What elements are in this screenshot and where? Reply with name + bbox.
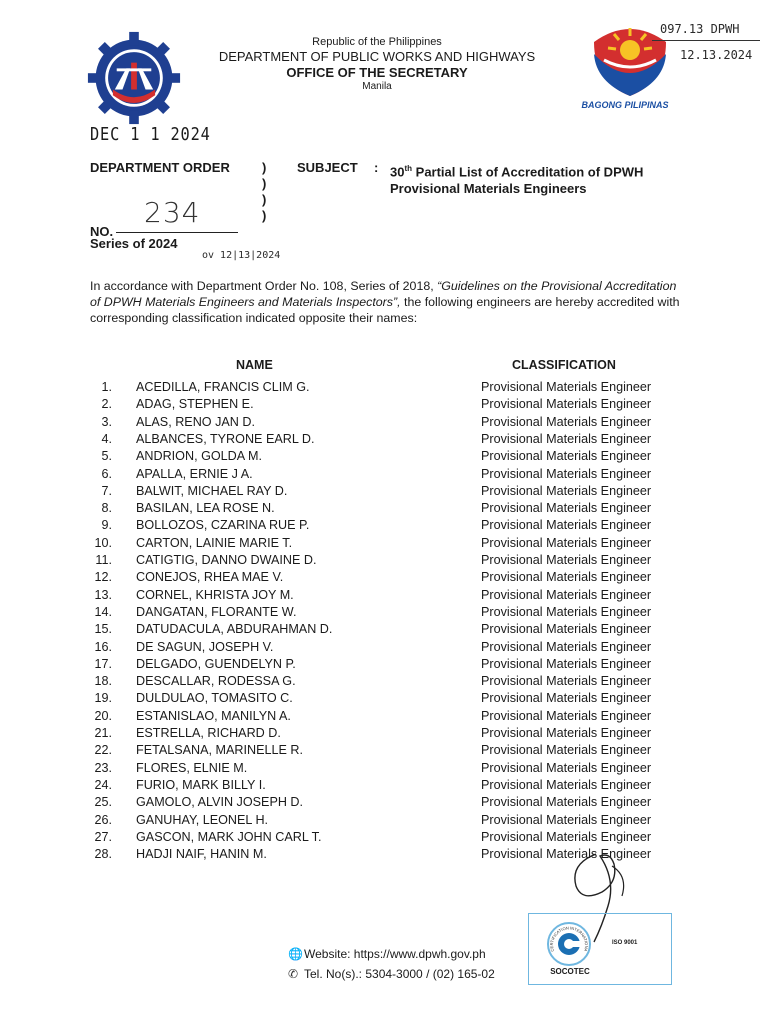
- city-name: Manila: [362, 81, 392, 92]
- classification: Provisional Materials Engineer: [481, 380, 652, 394]
- engineer-name: CATIGTIG, DANNO DWAINE D.: [136, 553, 317, 567]
- stamp-divider: [652, 40, 760, 41]
- table-row: [0, 449, 768, 466]
- engineer-name: ADAG, STEPHEN E.: [136, 397, 254, 412]
- column-header-name: NAME: [236, 358, 273, 372]
- engineer-name: FETALSANA, MARINELLE R.: [136, 743, 304, 758]
- subject-colon: :: [374, 160, 379, 175]
- table-row: [0, 691, 768, 708]
- engineer-name: FLORES, ELNIE M.: [136, 760, 248, 775]
- classification: Provisional Materials Engineer: [481, 587, 652, 602]
- classification: Provisional Materials Engineer: [481, 847, 652, 862]
- socotec-certification-mark: [546, 921, 592, 967]
- table-row: [0, 536, 768, 553]
- subject-sup: th: [404, 164, 413, 173]
- table-row: [0, 397, 768, 414]
- footer-website-line: [288, 944, 495, 964]
- row-number: 4.: [101, 431, 112, 446]
- row-number: 18.: [94, 674, 112, 689]
- classification: Provisional Materials Engineer: [481, 726, 652, 740]
- classification: Provisional Materials Engineer: [481, 812, 652, 827]
- footer-contacts: [288, 944, 495, 984]
- table-row: [0, 795, 768, 812]
- row-number: 8.: [101, 501, 112, 516]
- table-row: [0, 761, 768, 778]
- engineer-name: DESCALLAR, RODESSA G.: [136, 674, 296, 689]
- globe-icon: 🌐: [288, 947, 303, 961]
- table-row: [0, 605, 768, 622]
- row-number: 10.: [94, 535, 112, 550]
- table-row: [0, 709, 768, 726]
- receipt-stamp-code: 097.13 DPWH: [660, 22, 740, 36]
- iso-standard-label: ISO 9001: [612, 940, 638, 946]
- classification: Provisional Materials Engineer: [481, 604, 652, 619]
- socotec-label: SOCOTEC: [550, 967, 590, 976]
- row-number: 22.: [94, 743, 112, 758]
- classification: Provisional Materials Engineer: [481, 431, 652, 446]
- classification: Provisional Materials Engineer: [481, 483, 652, 498]
- subject-text: [390, 160, 670, 197]
- row-number: 3.: [101, 414, 112, 429]
- row-number: 19.: [94, 691, 112, 706]
- row-number: 12.: [94, 570, 112, 585]
- paren-3: ): [262, 192, 267, 207]
- intro-paragraph: [90, 278, 680, 326]
- engineer-name: DATUDACULA, ABDURAHMAN D.: [136, 622, 333, 637]
- phone-icon: ✆: [288, 967, 299, 981]
- classification: Provisional Materials Engineer: [481, 622, 652, 637]
- row-number: 23.: [94, 760, 112, 775]
- engineer-name: DULDULAO, TOMASITO C.: [136, 691, 293, 706]
- paren-1: ): [262, 160, 267, 175]
- engineer-name: ESTRELLA, RICHARD D.: [136, 726, 281, 740]
- column-header-classification: CLASSIFICATION: [512, 358, 616, 372]
- classification: Provisional Materials Engineer: [481, 777, 652, 792]
- row-number: 20.: [94, 708, 112, 723]
- table-row: [0, 518, 768, 535]
- classification: Provisional Materials Engineer: [481, 449, 652, 464]
- classification: Provisional Materials Engineer: [481, 760, 652, 775]
- classification: Provisional Materials Engineer: [481, 743, 652, 758]
- telephone: Tel. No(s).: 5304-3000 / (02) 165-02: [304, 967, 495, 981]
- engineer-name: BALWIT, MICHAEL RAY D.: [136, 483, 288, 498]
- table-row: [0, 847, 768, 864]
- row-number: 24.: [94, 777, 112, 792]
- engineer-name: ANDRION, GOLDA M.: [136, 449, 262, 464]
- table-row: [0, 484, 768, 501]
- classification: Provisional Materials Engineer: [481, 518, 652, 533]
- classification: Provisional Materials Engineer: [481, 414, 652, 429]
- footer-tel-line: [288, 964, 495, 984]
- row-number: 21.: [94, 726, 112, 740]
- classification: Provisional Materials Engineer: [481, 795, 652, 810]
- table-row: [0, 743, 768, 760]
- table-row: [0, 432, 768, 449]
- office-name: OFFICE OF THE SECRETARY: [286, 65, 468, 80]
- row-number: 25.: [94, 795, 112, 810]
- engineer-name: CONEJOS, RHEA MAE V.: [136, 570, 284, 585]
- row-number: 17.: [94, 656, 112, 671]
- row-number: 14.: [94, 604, 112, 619]
- order-number-value: 234: [144, 196, 201, 229]
- table-row: [0, 640, 768, 657]
- subject-label: SUBJECT: [297, 160, 358, 175]
- engineer-name: FURIO, MARK BILLY I.: [136, 777, 266, 792]
- subject-rest: Partial List of Accreditation of DPWH Provisional Materials Engineers: [390, 164, 644, 197]
- engineer-name: GANUHAY, LEONEL H.: [136, 812, 269, 827]
- table-row: [0, 553, 768, 570]
- department-order-label: DEPARTMENT ORDER: [90, 160, 230, 175]
- department-name: DEPARTMENT OF PUBLIC WORKS AND HIGHWAYS: [218, 49, 536, 64]
- issue-date: DEC 1 1 2024: [90, 124, 211, 145]
- row-number: 28.: [94, 847, 112, 862]
- paren-4: ): [262, 208, 267, 223]
- engineer-name: ALAS, RENO JAN D.: [136, 414, 255, 429]
- republic-line: Republic of the Philippines: [312, 36, 442, 48]
- classification: Provisional Materials Engineer: [481, 829, 652, 844]
- row-number: 7.: [101, 483, 112, 498]
- classification: Provisional Materials Engineer: [481, 466, 652, 481]
- classification: Provisional Materials Engineer: [481, 691, 652, 706]
- row-number: 11.: [95, 553, 112, 567]
- table-row: [0, 570, 768, 587]
- engineer-name: ESTANISLAO, MANILYN A.: [136, 708, 291, 723]
- intro-part-1: In accordance with Department Order No. 108, Series of 2018,: [90, 279, 438, 293]
- table-row: [0, 813, 768, 830]
- row-number: 27.: [94, 829, 112, 844]
- row-number: 15.: [94, 622, 112, 637]
- table-row: [0, 588, 768, 605]
- engineer-name: DELGADO, GUENDELYN P.: [136, 656, 296, 671]
- row-number: 2.: [101, 397, 112, 412]
- table-row: [0, 380, 768, 397]
- dpwh-seal-logo: [86, 30, 182, 126]
- engineer-name: DANGATAN, FLORANTE W.: [136, 604, 297, 619]
- classification: Provisional Materials Engineer: [481, 501, 652, 516]
- receipt-stamp-date: 12.13.2024: [680, 48, 753, 62]
- bagong-pilipinas-text: BAGONG PILIPINAS: [581, 100, 669, 110]
- classification: Provisional Materials Engineer: [481, 570, 652, 585]
- classification: Provisional Materials Engineer: [481, 553, 652, 567]
- table-row: [0, 467, 768, 484]
- engineer-name: HADJI NAIF, HANIN M.: [136, 847, 267, 862]
- row-number: 6.: [101, 466, 112, 481]
- table-row: [0, 778, 768, 795]
- table-row: [0, 622, 768, 639]
- intro-part-2: the following engineers are hereby accredited with corresponding classification indicated opposite their names:: [90, 295, 680, 325]
- row-number: 26.: [94, 812, 112, 827]
- engineer-name: GASCON, MARK JOHN CARL T.: [136, 829, 322, 844]
- order-number-label: NO.: [90, 224, 114, 239]
- engineer-name: DE SAGUN, JOSEPH V.: [136, 639, 274, 654]
- engineer-name: CORNEL, KHRISTA JOY M.: [136, 587, 294, 602]
- subject-prefix: 30: [390, 164, 405, 180]
- table-row: [0, 657, 768, 674]
- classification: Provisional Materials Engineer: [481, 708, 652, 723]
- classification: Provisional Materials Engineer: [481, 639, 652, 654]
- certification-ring-text: CERTIFICATION INTERNATIONA: [548, 925, 590, 953]
- row-number: 13.: [94, 587, 112, 602]
- engineer-name: ACEDILLA, FRANCIS CLIM G.: [136, 380, 310, 394]
- row-number: 1.: [101, 380, 112, 394]
- engineer-name: APALLA, ERNIE J A.: [136, 466, 253, 481]
- engineer-name: ALBANCES, TYRONE EARL D.: [136, 431, 315, 446]
- table-row: [0, 674, 768, 691]
- order-number-underline: [116, 232, 238, 233]
- row-number: 5.: [101, 449, 112, 464]
- engineer-name: BASILAN, LEA ROSE N.: [136, 501, 275, 516]
- paren-2: ): [262, 176, 267, 191]
- table-row: [0, 726, 768, 743]
- classification: Provisional Materials Engineer: [481, 656, 652, 671]
- series-year: Series of 2024: [90, 236, 178, 251]
- engineer-name: BOLLOZOS, CZARINA RUE P.: [136, 518, 310, 533]
- website[interactable]: Website: https://www.dpwh.gov.ph: [304, 947, 486, 961]
- engineer-name: CARTON, LAINIE MARIE T.: [136, 535, 293, 550]
- row-number: 16.: [94, 639, 112, 654]
- classification: Provisional Materials Engineer: [481, 397, 652, 412]
- table-row: [0, 830, 768, 847]
- table-row: [0, 415, 768, 432]
- classification: Provisional Materials Engineer: [481, 535, 652, 550]
- engineer-name: GAMOLO, ALVIN JOSEPH D.: [136, 795, 304, 810]
- handwritten-initial-date: ov 12|13|2024: [202, 250, 281, 261]
- intro-guidelines-title: “Guidelines on the Provisional Accreditation of DPWH Materials Engineers and Materials Inspectors”,: [90, 279, 677, 309]
- classification: Provisional Materials Engineer: [481, 674, 652, 689]
- row-number: 9.: [101, 518, 112, 533]
- table-row: [0, 501, 768, 518]
